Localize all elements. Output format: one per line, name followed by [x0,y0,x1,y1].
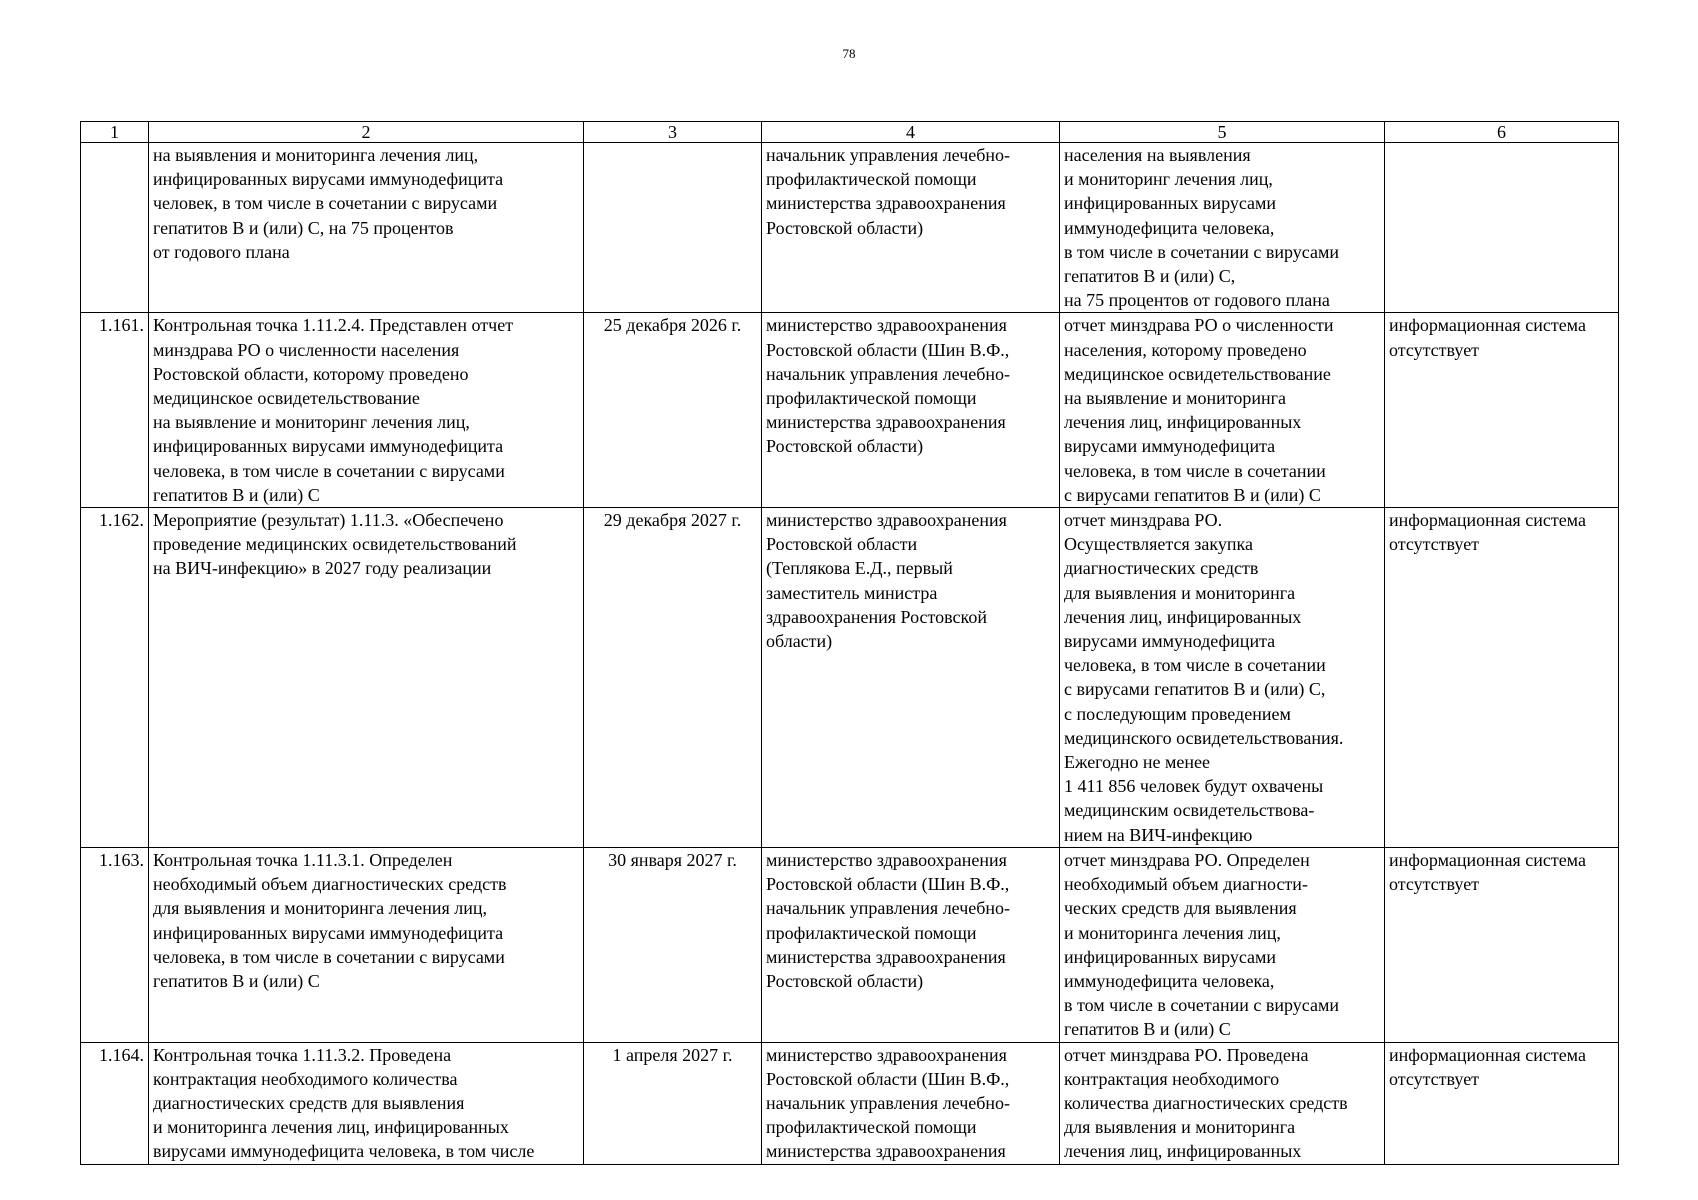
table-row [81,508,1619,848]
row-number: 1.163. [81,847,149,1042]
row-responsible: начальник управления лечебно- профилактической помощи министерства здравоохранения Ростовской области) [762,143,1060,313]
row-number: 1.164. [81,1042,149,1164]
column-header: 6 [1385,122,1619,143]
table-row [81,1042,1619,1164]
row-result: отчет минздрава РО. Проведена контрактация необходимого количества диагностических средств для выявления и мониторинга лечения лиц, инфицированных [1060,1042,1385,1164]
row-result: отчет минздрава РО о численности населения, которому проведено медицинское освидетельствование на выявление и мониторинга лечения лиц, инфицированных вирусами иммунодефицита человека, в том числе в сочетании с вирусами гепатитов В и (или) С [1060,313,1385,508]
table-row [81,847,1619,1042]
row-info-system [1385,143,1619,313]
plan-table [80,121,1619,1165]
row-description: Контрольная точка 1.11.3.1. Определен необходимый объем диагностических средств для выявления и мониторинга лечения лиц, инфицированных вирусами иммунодефицита человека, в том числе в сочетании с вирусами гепатитов В и (или) С [149,847,584,1042]
column-header: 4 [762,122,1060,143]
row-result: отчет минздрава РО. Определен необходимый объем диагности- ческих средств для выявления и мониторинга лечения лиц, инфицированных вирусами иммунодефицита человека, в том числе в сочетании с вирусами гепатитов В и (или) С [1060,847,1385,1042]
row-number [81,143,149,313]
row-info-system: информационная система отсутствует [1385,1042,1619,1164]
row-info-system: информационная система отсутствует [1385,508,1619,848]
column-header: 3 [584,122,762,143]
column-header: 1 [81,122,149,143]
row-responsible: министерство здравоохранения Ростовской области (Теплякова Е.Д., первый заместитель министра здравоохранения Ростовской области) [762,508,1060,848]
row-description: Контрольная точка 1.11.2.4. Представлен отчет минздрава РО о численности населения Ростовской области, которому проведено медицинское освидетельствование на выявление и мониторинг лечения лиц, инфицированных вирусами иммунодефицита человека, в том числе в сочетании с вирусами гепатитов В и (или) С [149,313,584,508]
table-header-row [81,122,1619,143]
row-description: Контрольная точка 1.11.3.2. Проведена контрактация необходимого количества диагностических средств для выявления и мониторинга лечения лиц, инфицированных вирусами иммунодефицита человека, в том числе [149,1042,584,1164]
row-deadline: 30 января 2027 г. [584,847,762,1042]
row-info-system: информационная система отсутствует [1385,847,1619,1042]
column-header: 2 [149,122,584,143]
row-responsible: министерство здравоохранения Ростовской области (Шин В.Ф., начальник управления лечебно- профилактической помощи министерства здравоохранения [762,1042,1060,1164]
table-row [81,143,1619,313]
row-info-system: информационная система отсутствует [1385,313,1619,508]
row-deadline [584,143,762,313]
row-description: на выявления и мониторинга лечения лиц, инфицированных вирусами иммунодефицита человек, в том числе в сочетании с вирусами гепатитов В и (или) С, на 75 процентов от годового плана [149,143,584,313]
table-row [81,313,1619,508]
row-deadline: 29 декабря 2027 г. [584,508,762,848]
page-number: 78 [842,46,856,61]
row-responsible: министерство здравоохранения Ростовской области (Шин В.Ф., начальник управления лечебно- профилактической помощи министерства здравоохранения Ростовской области) [762,313,1060,508]
row-number: 1.161. [81,313,149,508]
row-result: отчет минздрава РО. Осуществляется закупка диагностических средств для выявления и мониторинга лечения лиц, инфицированных вирусами иммунодефицита человека, в том числе в сочетании с вирусами гепатитов В и (или) С, с последующим проведением медицинского освидетельствования. Ежегодно не менее 1 411 856 человек будут охвачены медицинским освидетельствова- нием на ВИЧ-инфекцию [1060,508,1385,848]
row-deadline: 1 апреля 2027 г. [584,1042,762,1164]
column-header: 5 [1060,122,1385,143]
row-responsible: министерство здравоохранения Ростовской области (Шин В.Ф., начальник управления лечебно- профилактической помощи министерства здравоохранения Ростовской области) [762,847,1060,1042]
row-result: населения на выявления и мониторинг лечения лиц, инфицированных вирусами иммунодефицита человека, в том числе в сочетании с вирусами гепатитов В и (или) С, на 75 процентов от годового плана [1060,143,1385,313]
row-deadline: 25 декабря 2026 г. [584,313,762,508]
row-number: 1.162. [81,508,149,848]
row-description: Мероприятие (результат) 1.11.3. «Обеспечено проведение медицинских освидетельствований на ВИЧ-инфекцию» в 2027 году реализации [149,508,584,848]
